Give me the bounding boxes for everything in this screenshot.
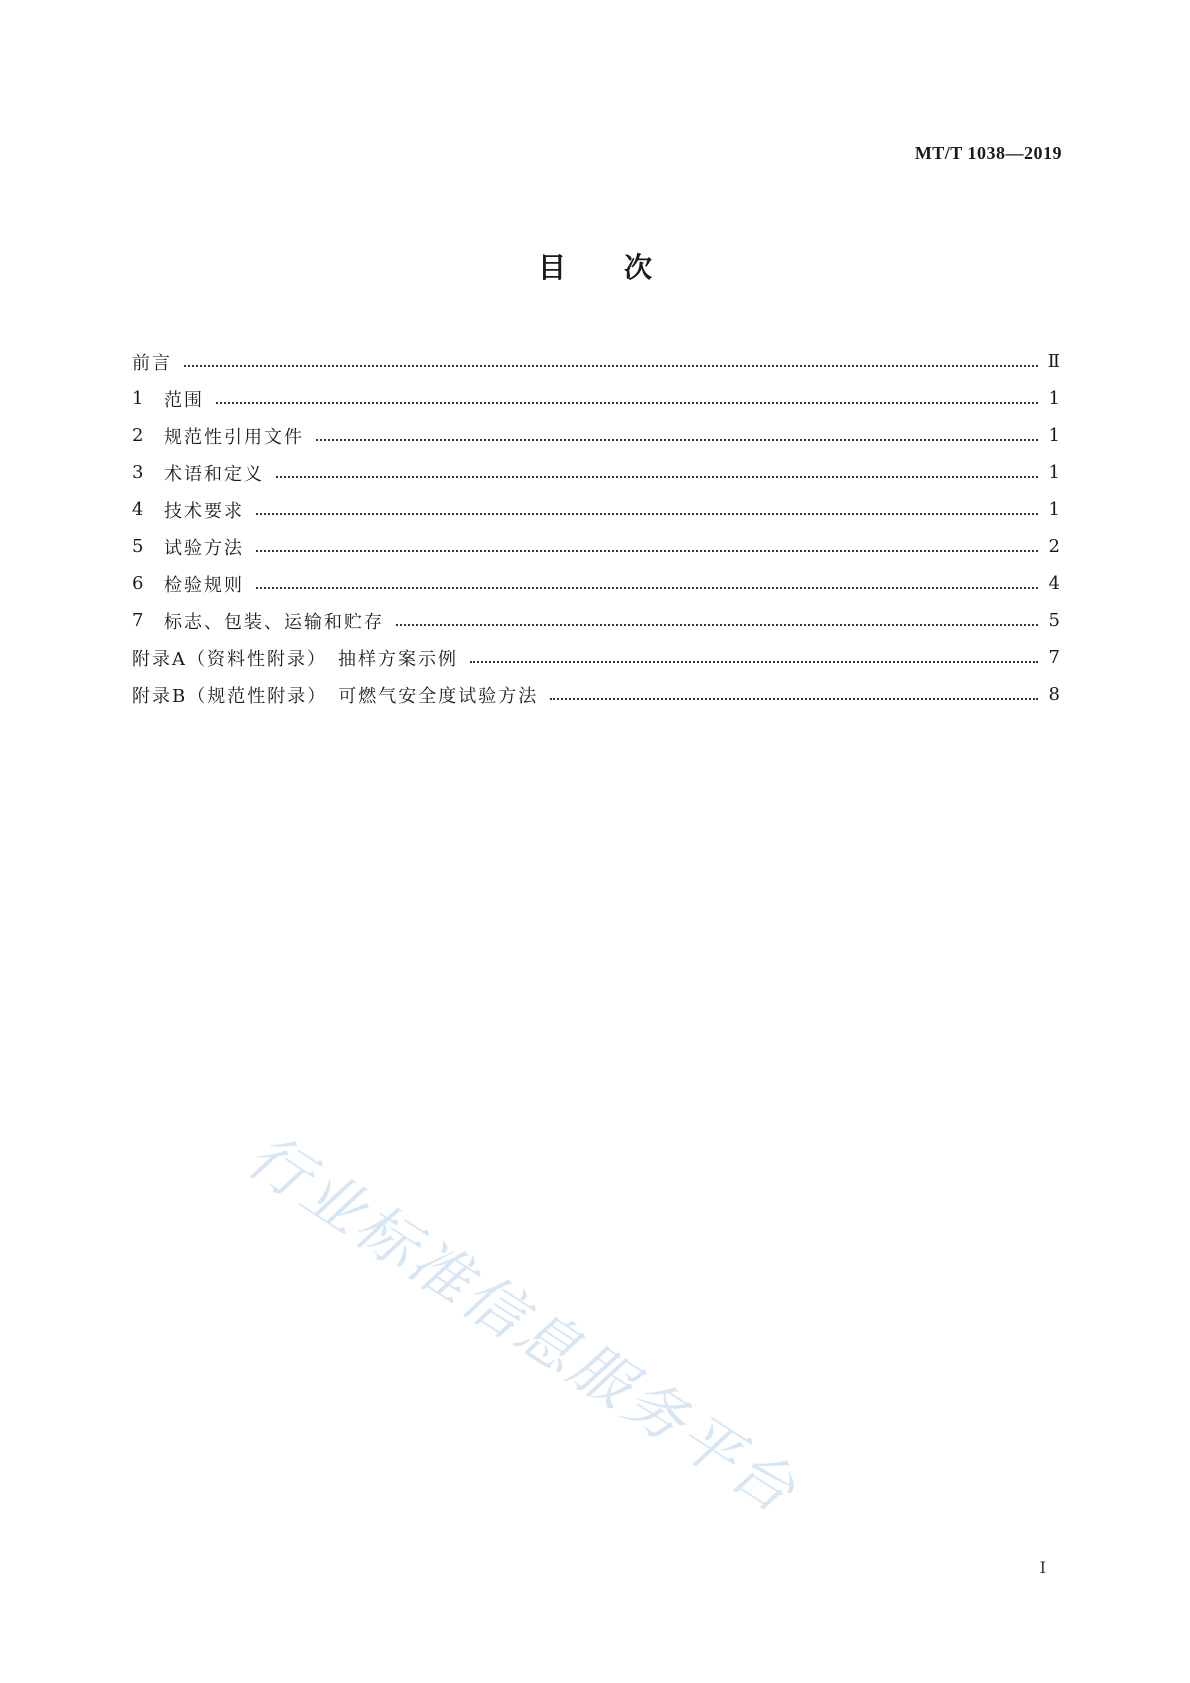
toc-leader-dots (216, 402, 1038, 404)
toc-leader-dots (470, 661, 1038, 663)
toc-leader-dots (550, 698, 1038, 700)
toc-entry-label: 试验方法 (164, 537, 244, 559)
toc-entry-number: 7 (132, 610, 144, 631)
toc-entry-1[interactable] (132, 380, 1060, 417)
toc-leader-dots (184, 365, 1038, 367)
page-title: 目次 (537, 251, 710, 284)
toc-entry-page: 7 (1048, 647, 1060, 668)
toc-entry-page: 1 (1048, 499, 1060, 520)
toc-entry-page: 5 (1048, 610, 1060, 631)
toc-entry-preface[interactable] (132, 343, 1060, 380)
table-of-contents (132, 343, 1060, 713)
toc-entry-number: 3 (132, 462, 144, 483)
toc-entry-3[interactable] (132, 454, 1060, 491)
toc-entry-label: 技术要求 (164, 500, 244, 522)
toc-leader-dots (256, 513, 1038, 515)
toc-entry-appendix-a[interactable] (132, 639, 1060, 676)
toc-entry-page: 1 (1048, 462, 1060, 483)
toc-leader-dots (256, 587, 1038, 589)
toc-entry-label: 规范性引用文件 (164, 426, 304, 448)
page-number: I (1039, 1558, 1046, 1577)
toc-entry-number: 6 (132, 573, 144, 594)
toc-entry-number: 2 (132, 425, 144, 446)
watermark: 行业标准信息服务平台 (234, 1120, 810, 1529)
standard-code: MT/T 1038—2019 (914, 143, 1062, 163)
toc-entry-page: 1 (1048, 425, 1060, 446)
toc-entry-page: 4 (1048, 573, 1060, 594)
toc-leader-dots (276, 476, 1038, 478)
toc-entry-label: 标志、包装、运输和贮存 (164, 611, 384, 633)
toc-entry-label: 附录A（资料性附录） 抽样方案示例 (132, 648, 458, 670)
toc-entry-appendix-b[interactable] (132, 676, 1060, 713)
toc-entry-7[interactable] (132, 602, 1060, 639)
toc-entry-number: 4 (132, 499, 144, 520)
toc-entry-number: 1 (132, 388, 144, 409)
toc-entry-2[interactable] (132, 417, 1060, 454)
toc-leader-dots (396, 624, 1038, 626)
toc-entry-page: Ⅱ (1047, 351, 1060, 372)
toc-entry-4[interactable] (132, 491, 1060, 528)
toc-entry-label: 前言 (132, 352, 172, 374)
toc-entry-6[interactable] (132, 565, 1060, 602)
toc-entry-page: 8 (1048, 684, 1060, 705)
toc-entry-label: 范围 (164, 389, 204, 411)
toc-entry-label: 附录B（规范性附录） 可燃气安全度试验方法 (132, 685, 539, 707)
toc-leader-dots (316, 439, 1038, 441)
toc-entry-label: 术语和定义 (164, 463, 264, 485)
toc-entry-label: 检验规则 (164, 574, 244, 596)
toc-leader-dots (256, 550, 1038, 552)
toc-entry-number: 5 (132, 536, 144, 557)
toc-entry-page: 2 (1048, 536, 1060, 557)
toc-entry-page: 1 (1048, 388, 1060, 409)
toc-entry-5[interactable] (132, 528, 1060, 565)
